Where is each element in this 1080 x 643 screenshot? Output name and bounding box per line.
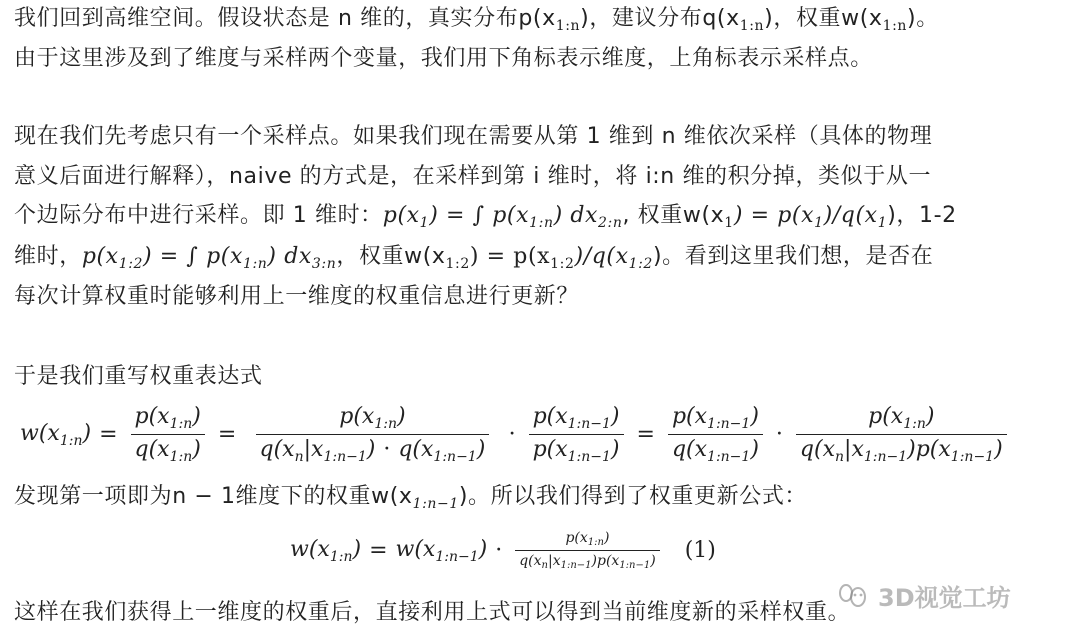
- para2-line2: 意义后面进行解释），naive 的方式是，在采样到第 i 维时，将 i:n 维的积分掉，类似于从一: [14, 164, 932, 189]
- fraction-increment: $\frac{p(x_{1:n})}{q(x_n|x_{1:n-1})p(x_{1:n-1})}$: [796, 404, 1007, 465]
- watermark: 3D视觉工坊: [838, 578, 1011, 613]
- para2-line5: 每次计算权重时能够利用上一维度的权重信息进行更新？: [14, 284, 580, 309]
- para1-line1: 我们回到高维空间。假设状态是 n 维的，真实分布$p(x_{1:n})$，建议分布$q(x_{1:n})$，权重$w(x_{1:n})$。: [14, 6, 939, 34]
- weight-rewrite-equation: $w(x_{1:n})$ = $\frac{p(x_{1:n})}{q(x_{1:n})}$ = $\frac{p(x_{1:n})}{q(x_n|x_{1:n-1}) \cdot q(x_{1:n-1})}$ · $\frac{p(x_{1:n-1})}{p(x_{1:n-1})}$ = $\frac{p(x_{1:n-1})}{q(x_{1:n-1})}$ · $\frac{p(x_{1:n})}{q(x_n|x_{1:n-1})p(x_{1:n-1})}$: [20, 404, 1012, 465]
- fraction-update-increment: $\frac{p(x_{1:n})}{q(x_n|x_{1:n-1})p(x_{1:n-1})}$: [515, 530, 660, 571]
- para3-intro: 于是我们重写权重表达式: [14, 364, 263, 389]
- para3-after-equation: 发现第一项即为n − 1维度下的权重$w(x_{1:n-1})$。所以我们得到了权重更新公式：: [14, 484, 808, 512]
- equation-number: (1): [684, 538, 716, 563]
- fraction-p-over-q: $\frac{p(x_{1:n})}{q(x_{1:n})}$: [131, 404, 205, 465]
- para1-line2: 由于这里涉及到了维度与采样两个变量，我们用下角标表示维度，上角标表示采样点。: [14, 46, 873, 71]
- fraction-p-over-qq: $\frac{p(x_{1:n})}{q(x_n|x_{1:n-1}) \cdot q(x_{1:n-1})}$: [249, 404, 495, 465]
- para2-line1: 现在我们先考虑只有一个采样点。如果我们现在需要从第 1 维到 n 维依次采样（具体的物理: [14, 124, 933, 149]
- fraction-p-over-p: $\frac{p(x_{1:n-1})}{p(x_{1:n-1})}$: [529, 404, 624, 465]
- para2-line4: 维时，$p(x_{1:2})$ = ∫ $p(x_{1:n})$ $dx_{3:n}$，权重$w(x_{1:2}) = p(x_{1:2})/q(x_{1:2})$。看到这里我们想，是否在: [14, 244, 934, 272]
- weight-update-equation: $w(x_{1:n})$ = $w(x_{1:n-1})$ · $\frac{p(x_{1:n})}{q(x_n|x_{1:n-1})p(x_{1:n-1})}$ (1): [290, 530, 716, 571]
- para2-line3: 个边际分布中进行采样。即 1 维时：$p(x_1)$ = ∫ $p(x_{1:n})$ $dx_{2:n}$, 权重$w(x_1) = p(x_1)/q(x_1)$，1-2: [14, 203, 957, 231]
- final-line: 这样在我们获得上一维度的权重后，直接利用上式可以得到当前维度新的采样权重。: [14, 600, 851, 625]
- paw-icon: [838, 583, 872, 609]
- fraction-prev-weight: $\frac{p(x_{1:n-1})}{q(x_{1:n-1})}$: [668, 404, 763, 465]
